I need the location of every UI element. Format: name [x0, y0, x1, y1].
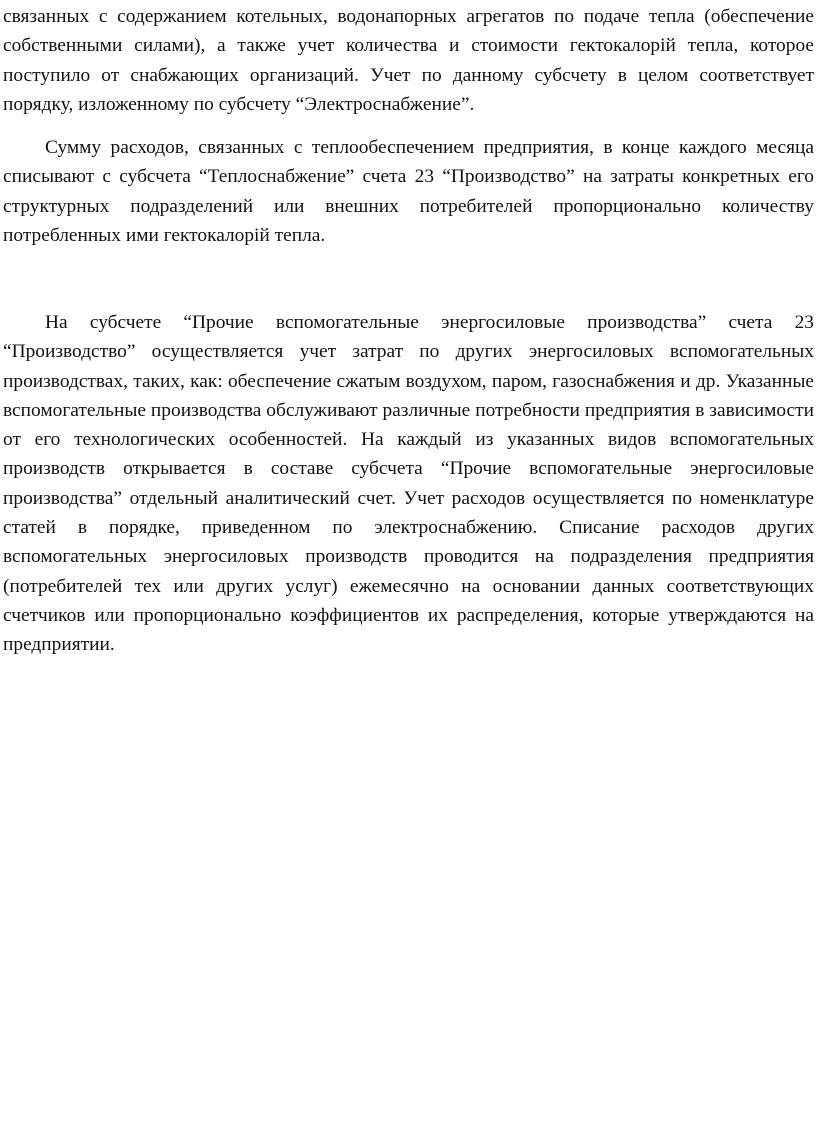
paragraph-heat-supply-write-off: Сумму расходов, связанных с теплообеспечением предприятия, в конце каждого месяца списывают с субсчета “Теплоснабжение” счета 23 “Производство” на затраты конкретных его структурных подразделений или внешних потребителей пропорционально количеству потребленных ими гектокалорій тепла. [3, 137, 814, 246]
paragraph-continuation: связанных с содержанием котельных, водонапорных агрегатов по подаче тепла (обеспечение собственными силами), а также учет количества и стоимости гектокалорій тепла, которое поступило от снабжающих организаций. Учет по данному субсчету в целом соответствует порядку, изложенному по субсчету “Электроснабжение”. [3, 6, 814, 115]
paragraph-other-energy-production: На субсчете “Прочие вспомогательные энергосиловые производства” счета 23 “Производство” осуществляется учет затрат по других энергосиловых вспомогательных производствах, таких, как: обеспечение сжатым воздухом, паром, газоснабжения и др. Указанные вспомогательные производства обслуживают различные потребности предприятия в зависимости от его технологических особенностей. На каждый из указанных видов вспомогательных производств открывается в составе субсчета “Прочие вспомогательные энергосиловые производства” отдельный аналитический счет. Учет расходов осуществляется по номенклатуре статей в порядке, приведенном по электроснабжению. Списание расходов других вспомогательных энергосиловых производств проводится на подразделения предприятия (потребителей тех или других услуг) ежемесячно на основании данных соответствующих счетчиков или пропорционально коэффициентов их распределения, которые утверждаются на предприятии. [3, 312, 814, 656]
